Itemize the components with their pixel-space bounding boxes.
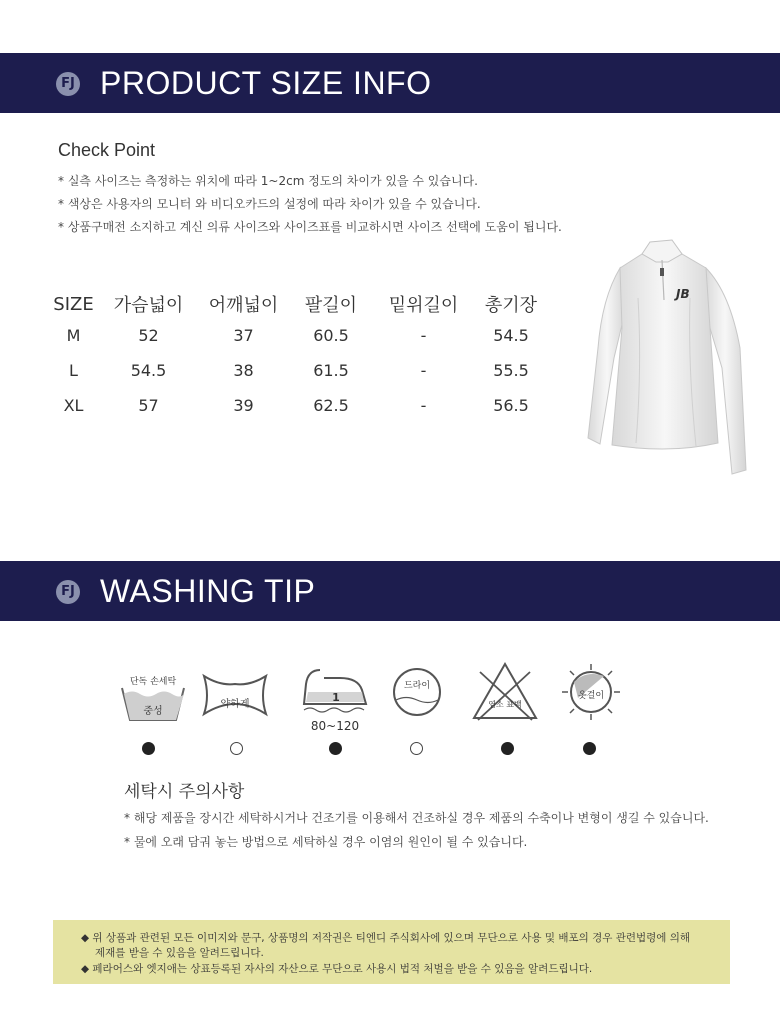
- care-icons-row: [118, 662, 638, 772]
- size-note: * 색상은 사용자의 모니터 와 비디오카드의 설정에 따라 차이가 있을 수 있습니다.: [58, 197, 481, 211]
- iron-temperature-label: 80~120: [310, 719, 360, 733]
- value-cell: 61.5: [313, 361, 349, 380]
- size-cell: XL: [63, 396, 84, 415]
- value-cell: -: [420, 326, 427, 345]
- jacket-brand-logo: JB: [676, 287, 690, 301]
- value-cell: -: [420, 396, 427, 415]
- washing-tip-banner: [0, 561, 780, 621]
- header-cell: 밑위길이: [388, 295, 459, 316]
- value-cell: 54.5: [130, 361, 167, 380]
- value-cell: 54.5: [493, 326, 529, 345]
- hand-wash-icon: [118, 662, 188, 734]
- care-unselected-dot: [230, 742, 243, 755]
- size-cell: M: [66, 326, 81, 345]
- header-cell: 가슴넓이: [113, 295, 184, 316]
- wring-inner-label: 약하게: [220, 699, 250, 710]
- value-cell: 52: [138, 326, 159, 345]
- washing-caution-note: * 해당 제품을 장시간 세탁하시거나 건조기를 이용해서 건조하실 경우 제품의 수축이나 변형이 생길 수 있습니다.: [124, 811, 709, 825]
- brand-logo-icon: FJ: [56, 72, 80, 96]
- care-selected-dot: [501, 742, 514, 755]
- size-table: [46, 290, 546, 423]
- table-row: [46, 388, 546, 423]
- washing-tip-title: WASHING TIP: [100, 573, 316, 609]
- value-cell: 60.5: [313, 326, 349, 345]
- header-cell: SIZE: [53, 293, 94, 315]
- washing-caution-title: 세탁시 주의사항: [124, 782, 245, 802]
- size-cell: L: [69, 361, 78, 380]
- copyright-line: ◆ 위 상품과 관련된 모든 이미지와 문구, 상품명의 저작권은 티엔디 주식회사에 있으며 무단으로 사용 및 배포의 경우 관련법령에 의해: [81, 932, 691, 944]
- copyright-notice: [53, 920, 730, 984]
- check-point-title: Check Point: [58, 140, 156, 160]
- value-cell: 55.5: [493, 361, 529, 380]
- size-info-banner: [0, 53, 780, 113]
- value-cell: 57: [138, 396, 159, 415]
- dry-clean-label: 드라이: [403, 681, 431, 691]
- size-table-header: [46, 290, 546, 318]
- dry-clean-icon: [382, 662, 452, 734]
- trademark-line: ◆ 페라어스와 엣지애는 상표등록된 자사의 자산으로 무단으로 사용시 법적 처벌을 받을 수 있음을 알려드립니다.: [81, 963, 593, 975]
- product-jacket-image: [580, 238, 750, 483]
- care-selected-dot: [329, 742, 342, 755]
- iron-level-label: 1: [332, 691, 340, 704]
- value-cell: 62.5: [313, 396, 349, 415]
- hand-wash-inner-label: 중성: [143, 706, 163, 717]
- value-cell: 39: [233, 396, 254, 415]
- shade-hang-dry-icon: [556, 662, 626, 734]
- care-selected-dot: [583, 742, 596, 755]
- header-cell: 팔길이: [304, 295, 358, 316]
- header-cell: 총기장: [484, 295, 538, 316]
- gentle-wring-icon: [200, 662, 270, 734]
- table-row: [46, 318, 546, 353]
- header-cell: 어깨넓이: [208, 295, 279, 316]
- brand-logo-icon: FJ: [56, 580, 80, 604]
- value-cell: 38: [233, 361, 254, 380]
- table-row: [46, 353, 546, 388]
- copyright-line: 제재를 받을 수 있음을 알려드립니다.: [95, 947, 264, 959]
- no-bleach-label: 염소 표백: [488, 700, 522, 709]
- size-note: * 상품구매전 소지하고 계신 의류 사이즈와 사이즈표를 비교하시면 사이즈 선택에 도움이 됩니다.: [58, 220, 562, 234]
- size-note: * 실측 사이즈는 측정하는 위치에 따라 1~2cm 정도의 차이가 있을 수 있습니다.: [58, 174, 478, 188]
- size-info-title: PRODUCT SIZE INFO: [100, 65, 432, 101]
- iron-icon: [300, 662, 370, 734]
- hang-dry-label: 옷걸이: [577, 691, 605, 701]
- care-unselected-dot: [410, 742, 423, 755]
- no-bleach-icon: [470, 662, 540, 734]
- hand-wash-top-label: 단독 손세탁: [129, 677, 177, 687]
- care-selected-dot: [142, 742, 155, 755]
- value-cell: 56.5: [493, 396, 529, 415]
- value-cell: 37: [233, 326, 254, 345]
- value-cell: -: [420, 361, 427, 380]
- washing-caution-note: * 물에 오래 담궈 놓는 방법으로 세탁하실 경우 이염의 원인이 될 수 있습니다.: [124, 835, 528, 849]
